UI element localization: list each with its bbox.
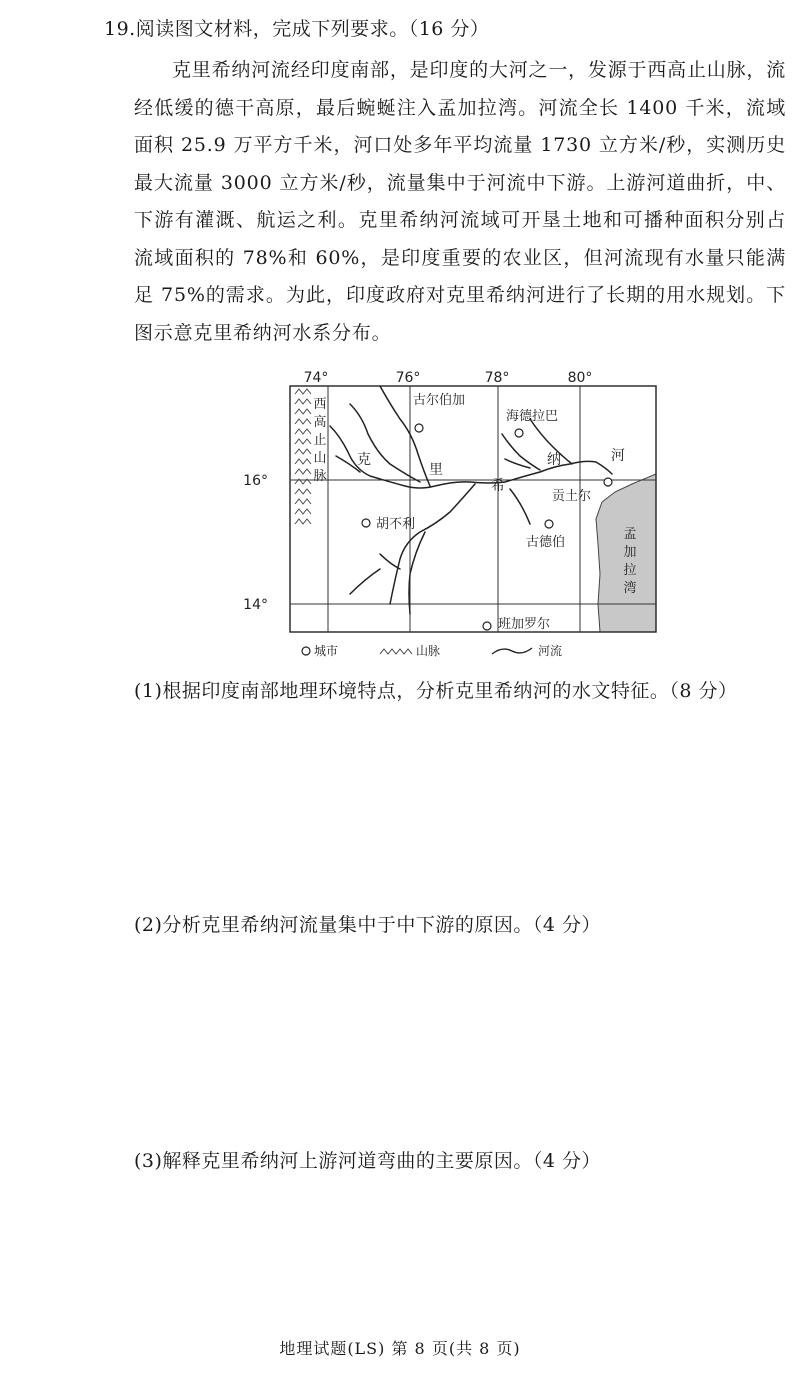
- lon-label-78: 78°: [484, 370, 510, 386]
- svg-text:胡不利: 胡不利: [376, 517, 416, 532]
- river-name-char-4: 纳: [547, 452, 561, 468]
- mountain-label-char-3: 止: [313, 433, 327, 448]
- legend-mountain-label: 山脉: [416, 644, 441, 658]
- mountain-label-char-2: 高: [313, 415, 327, 430]
- question-header: [104, 14, 489, 41]
- bay-label-char-1: 孟: [623, 527, 637, 542]
- svg-text:古德伯: 古德伯: [526, 535, 566, 550]
- subquestion-2: (2)分析克里希纳河流量集中于中下游的原因。（4 分）: [134, 914, 602, 936]
- bay-label-char-3: 拉: [623, 563, 637, 578]
- material-paragraph: 克里希纳河流经印度南部，是印度的大河之一，发源于西高止山脉，流经低缓的德干高原，最后蜿蜒注入孟加拉湾。河流全长 1400 千米，流域面积 25.9 万平方千米，河口处多年平均流量 1730 立方米/秒，实测历史最大流量 3000 立方米/秒，流量集中于河流中下游。上游河道曲折，中、下游有灌溉、航运之利。克里希纳河流域可开垦土地和可播种面积分别占流域面积的 78%和 60%，是印度重要的农业区，但河流现有水量只能满足 75%的需求。为此，印度政府对克里希纳河进行了长期的用水规划。下图示意克里希纳河水系分布。: [134, 59, 786, 344]
- legend-river-symbol: [492, 648, 532, 654]
- lon-label-76: 76°: [395, 370, 421, 386]
- lat-label-14: 14°: [243, 597, 268, 613]
- subquestion-3: (3)解释克里希纳河上游河道弯曲的主要原因。（4 分）: [134, 1150, 602, 1172]
- svg-text:贡土尔: 贡土尔: [552, 489, 592, 504]
- city-gulbarga: [413, 392, 465, 432]
- svg-text:海德拉巴: 海德拉巴: [506, 409, 559, 424]
- lat-label-16: 16°: [243, 473, 268, 489]
- city-kurnool: [526, 520, 565, 550]
- lon-label-80: 80°: [567, 370, 593, 386]
- river-name-char-1: 克: [357, 452, 371, 468]
- page-footer: 地理试题(LS) 第 8 页(共 8 页): [279, 1339, 521, 1358]
- svg-text:班加罗尔: 班加罗尔: [498, 617, 551, 632]
- river-name-char-5: 河: [611, 448, 625, 464]
- lon-label-74: 74°: [303, 370, 329, 386]
- legend-mountain-symbol: [380, 649, 412, 654]
- mountain-label-char-5: 脉: [313, 469, 327, 484]
- city-guntur: [552, 478, 612, 504]
- river-name-char-3: 希: [491, 478, 505, 494]
- river-name-char-2: 里: [429, 462, 443, 478]
- svg-text:古尔伯加: 古尔伯加: [413, 393, 466, 408]
- city-hubli: [362, 516, 415, 532]
- question-number: 19.: [104, 18, 136, 40]
- city-hyderabad: [506, 408, 558, 437]
- question-title: 阅读图文材料，完成下列要求。（16 分）: [135, 18, 490, 40]
- legend-river-label: 河流: [538, 644, 563, 658]
- city-bangalore: [483, 616, 550, 632]
- map-legend: [302, 643, 562, 658]
- bay-label-char-4: 湾: [623, 581, 637, 596]
- krishna-river-map: [240, 364, 680, 664]
- mountain-label-char-4: 山: [313, 451, 327, 466]
- legend-city-label: 城市: [314, 644, 339, 658]
- mountain-range-symbol: [295, 389, 311, 524]
- subquestion-1: (1)根据印度南部地理环境特点，分析克里希纳河的水文特征。（8 分）: [134, 680, 738, 702]
- bay-label-char-2: 加: [623, 545, 637, 560]
- mountain-label-char-1: 西: [313, 397, 327, 412]
- legend-city-symbol: [302, 647, 310, 655]
